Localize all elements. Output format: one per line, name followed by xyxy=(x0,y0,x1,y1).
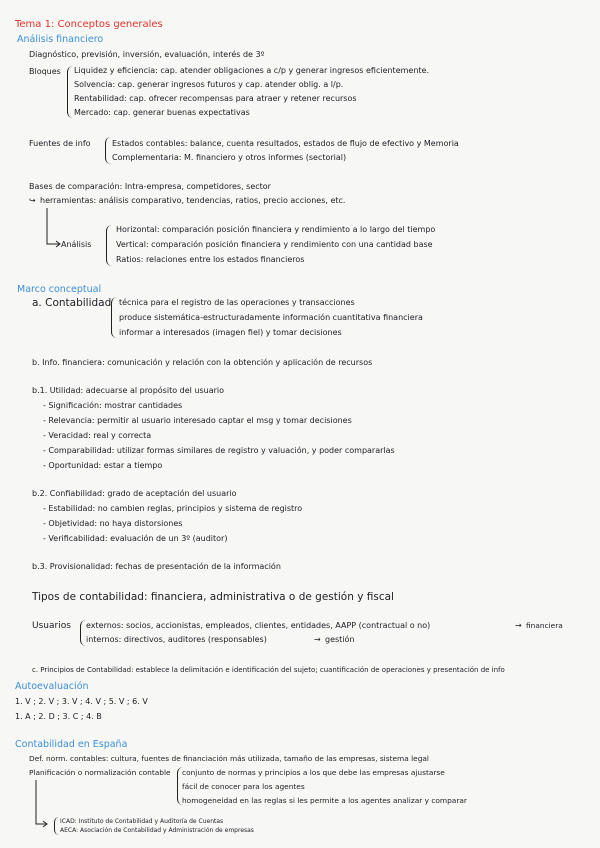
usuarios-label: Usuarios xyxy=(32,621,71,631)
section-analisis-financiero: Análisis financiero xyxy=(17,34,104,45)
provisionalidad: b.3. Provisionalidad: fechas de presentación de la información xyxy=(32,562,281,571)
usuarios-externos-result: financiera xyxy=(526,621,563,630)
confiabilidad-objetividad: - Objetividad: no haya distorsiones xyxy=(43,519,183,528)
fuentes-label: Fuentes de info xyxy=(29,139,91,148)
autoevaluacion-line2: 1. A ; 2. D ; 3. C ; 4. B xyxy=(15,712,102,721)
bloque-rentabilidad: Rentabilidad: cap. ofrecer recompensas para atraer y retener recursos xyxy=(74,94,357,103)
utilidad-heading: b.1. Utilidad: adecuarse al propósito del usuario xyxy=(32,386,225,395)
planificacion-label: Planificación o normalización contable xyxy=(29,768,171,777)
def-normas-contables: Def. norm. contables: cultura, fuentes de financiación más utilizada, tamaño de las empresas, sistema legal xyxy=(29,754,429,763)
confiabilidad-verificabilidad: - Verificabilidad: evaluación de un 3º (auditor) xyxy=(43,534,228,543)
aeca-line: AECA: Asociación de Contabilidad y Administración de empresas xyxy=(60,827,254,834)
page-title: Tema 1: Conceptos generales xyxy=(15,19,163,30)
externos-arrow-icon: → xyxy=(515,621,522,630)
bloque-solvencia: Solvencia: cap. generar ingresos futuros y cap. atender oblig. a l/p. xyxy=(74,80,344,89)
utilidad-oportunidad: - Oportunidad: estar a tiempo xyxy=(43,461,163,470)
analisis-brace xyxy=(106,225,112,266)
usuarios-internos-result: gestión xyxy=(325,635,355,644)
diagnostico-line: Diagnóstico, previsión, inversión, evaluación, interés de 3º xyxy=(29,50,265,59)
utilidad-comparabilidad: - Comparabilidad: utilizar formas similares de registro y valuación, y poder compararlas xyxy=(43,446,395,455)
utilidad-veracidad: - Veracidad: real y correcta xyxy=(43,431,152,440)
herramientas-line: herramientas: análisis comparativo, tendencias, ratios, precio acciones, etc. xyxy=(40,196,346,205)
planificacion-arrow-icon xyxy=(34,780,54,830)
principios-contabilidad: c. Principios de Contabilidad: establece la delimitación e identificación del sujeto; cuantificación de operaciones y presentación de info xyxy=(32,666,505,674)
autoevaluacion-line1: 1. V ; 2. V ; 3. V ; 4. V ; 5. V ; 6. V xyxy=(15,697,148,706)
contabilidad-tecnica: técnica para el registro de las operaciones y transacciones xyxy=(119,298,355,307)
contabilidad-brace xyxy=(111,297,117,338)
bloque-mercado: Mercado: cap. generar buenas expectativas xyxy=(74,108,250,117)
utilidad-relevancia: - Relevancia: permitir al usuario interesado captar el msg y tomar decisiones xyxy=(43,416,352,425)
fuente-estados-contables: Estados contables: balance, cuenta resultados, estados de flujo de efectivo y Memoria xyxy=(112,139,459,148)
fuentes-brace xyxy=(105,137,111,164)
section-autoevaluacion: Autoevaluación xyxy=(15,681,89,692)
bloque-liquidez: Liquidez y eficiencia: cap. atender obligaciones a c/p y generar ingresos eficientemente. xyxy=(74,66,430,75)
arrow-glyph: ↪ xyxy=(29,196,36,205)
confiabilidad-heading: b.2. Confiabilidad: grado de aceptación del usuario xyxy=(32,489,237,498)
usuarios-internos: internos: directivos, auditores (responsables) xyxy=(86,635,267,644)
tipos-contabilidad: Tipos de contabilidad: financiera, administrativa o de gestión y fiscal xyxy=(32,591,394,603)
contabilidad-produce: produce sistemática-estructuradamente información cuantitativa financiera xyxy=(119,313,423,322)
icac-line: ICAD: Instituto de Contabilidad y Auditoría de Cuentas xyxy=(60,818,224,825)
analisis-horizontal: Horizontal: comparación posición financiera y rendimiento a lo largo del tiempo xyxy=(116,225,436,234)
info-financiera: b. Info. financiera: comunicación y relación con la obtención y aplicación de recursos xyxy=(32,358,373,367)
utilidad-significacion: - Significación: mostrar cantidades xyxy=(43,401,183,410)
bases-comparacion: Bases de comparación: Intra-empresa, competidores, sector xyxy=(29,182,271,191)
contabilidad-informar: informar a interesados (imagen fiel) y tomar decisiones xyxy=(119,328,342,337)
bloques-brace xyxy=(67,66,73,118)
planificacion-facil: fácil de conocer para los agentes xyxy=(182,782,305,791)
section-marco-conceptual: Marco conceptual xyxy=(17,284,102,295)
internos-arrow-icon: → xyxy=(314,635,321,644)
organismos-brace xyxy=(54,817,59,835)
usuarios-externos: externos: socios, accionistas, empleados, clientes, entidades, AAPP (contractual o no) xyxy=(86,621,431,630)
planificacion-normas: conjunto de normas y principios a los que debe las empresas ajustarse xyxy=(182,768,445,777)
bloques-label: Bloques xyxy=(29,67,61,76)
analisis-vertical: Vertical: comparación posición financiera y rendimiento con una cantidad base xyxy=(116,240,433,249)
confiabilidad-estabilidad: - Estabilidad: no cambien reglas, principios y sistema de registro xyxy=(43,504,303,513)
planificacion-homogeneidad: homogeneidad en las reglas si les permite a los agentes analizar y comparar xyxy=(182,796,467,805)
section-contabilidad-espana: Contabilidad en España xyxy=(15,739,128,750)
analisis-label: Análisis xyxy=(61,240,92,249)
analisis-ratios: Ratios: relaciones entre los estados financieros xyxy=(116,255,305,264)
fuente-complementaria: Complementaria: M. financiero y otros informes (sectorial) xyxy=(112,153,347,162)
contabilidad-label: a. Contabilidad xyxy=(32,297,112,309)
